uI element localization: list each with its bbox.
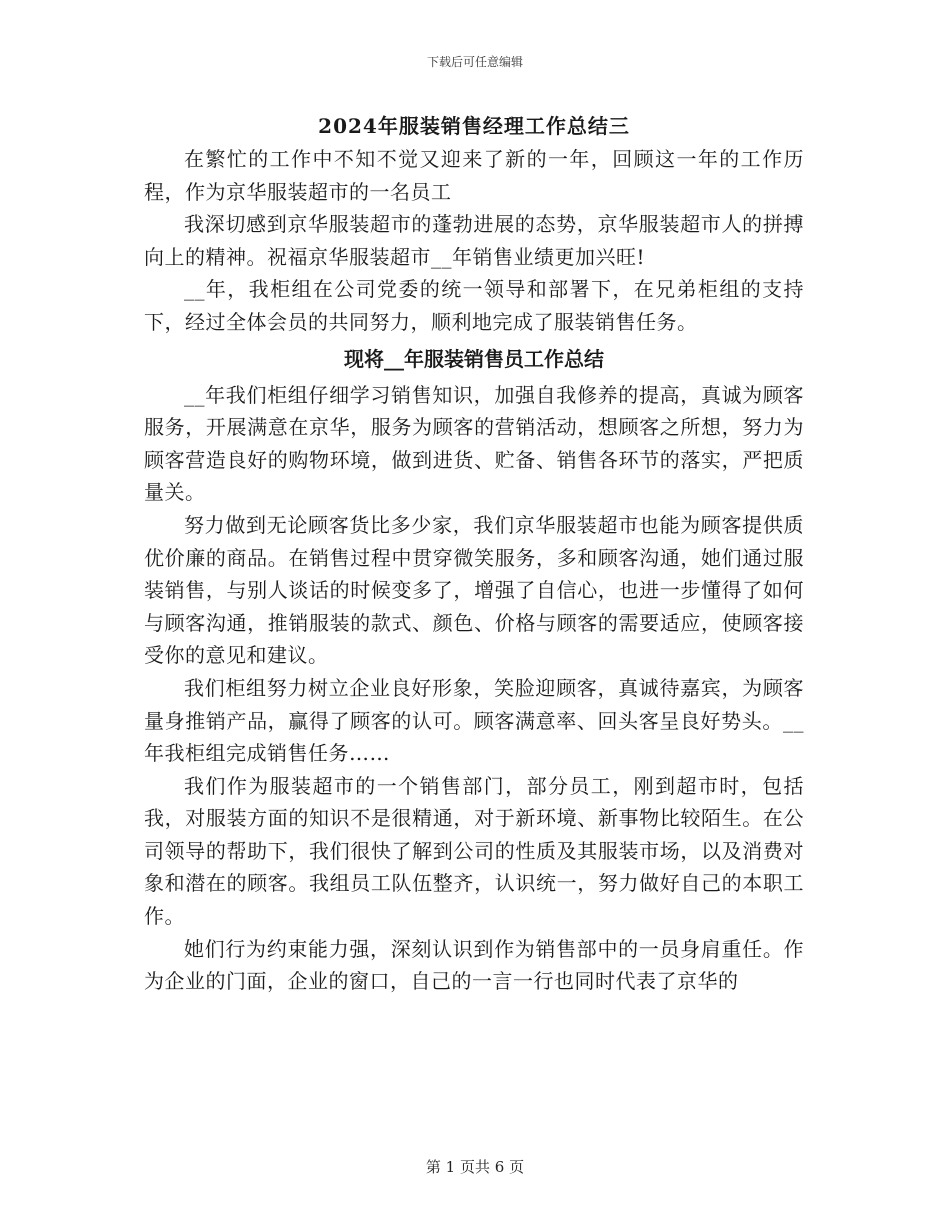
paragraph-body-1: __年我们柜组仔细学习销售知识，加强自我修养的提高，真诚为顾客服务，开展满意在京华，服务为顾客的营销活动，想顾客之所想，努力为顾客营造良好的购物环境，做到进货、贮备、销售各环节的落实，严把质量关。	[144, 382, 804, 505]
document-body	[144, 109, 804, 998]
paragraph-body-2: 努力做到无论顾客货比多少家，我们京华服装超市也能为顾客提供质优价廉的商品。在销售过程中贯穿微笑服务，多和顾客沟通，她们通过服装销售，与别人谈话的时候变多了，增强了自信心，也进一步懂得了如何与顾客沟通，推销服装的款式、颜色、价格与顾客的需要适应，使顾客接受你的意见和建议。	[144, 512, 804, 668]
paragraph-intro-2: 我深切感到京华服装超市的蓬勃进展的态势，京华服装超市人的拼搏向上的精神。祝福京华服装超市__年销售业绩更加兴旺!	[144, 212, 804, 269]
paragraph-intro-3: __年，我柜组在公司党委的统一领导和部署下，在兄弟柜组的支持下，经过全体会员的共同努力，顺利地完成了服装销售任务。	[144, 277, 804, 334]
section-heading: 现将__年服装销售员工作总结	[344, 346, 604, 371]
document-title: 2024年服装销售经理工作总结三	[318, 114, 630, 138]
paragraph-body-4: 我们作为服装超市的一个销售部门，部分员工，刚到超市时，包括我，对服装方面的知识不是很精通，对于新环境、新事物比较陌生。在公司领导的帮助下，我们很快了解到公司的性质及其服装市场，以及消费对象和潜在的顾客。我组员工队伍整齐，认识统一，努力做好自己的本职工作。	[144, 773, 804, 929]
header-note: 下载后可任意编辑	[426, 55, 523, 69]
paragraph-intro-1: 在繁忙的工作中不知不觉又迎来了新的一年，回顾这一年的工作历程，作为京华服装超市的一名员工	[144, 147, 804, 204]
page-number: 第 1 页共 6 页	[425, 1158, 525, 1176]
paragraph-body-3: 我们柜组努力树立企业良好形象，笑脸迎顾客，真诚待嘉宾，为顾客量身推销产品，赢得了顾客的认可。顾客满意率、回头客呈良好势头。__年我柜组完成销售任务……	[144, 675, 804, 766]
paragraph-body-5: 她们行为约束能力强，深刻认识到作为销售部中的一员身肩重任。作为企业的门面，企业的窗口，自己的一言一行也同时代表了京华的	[144, 936, 804, 994]
